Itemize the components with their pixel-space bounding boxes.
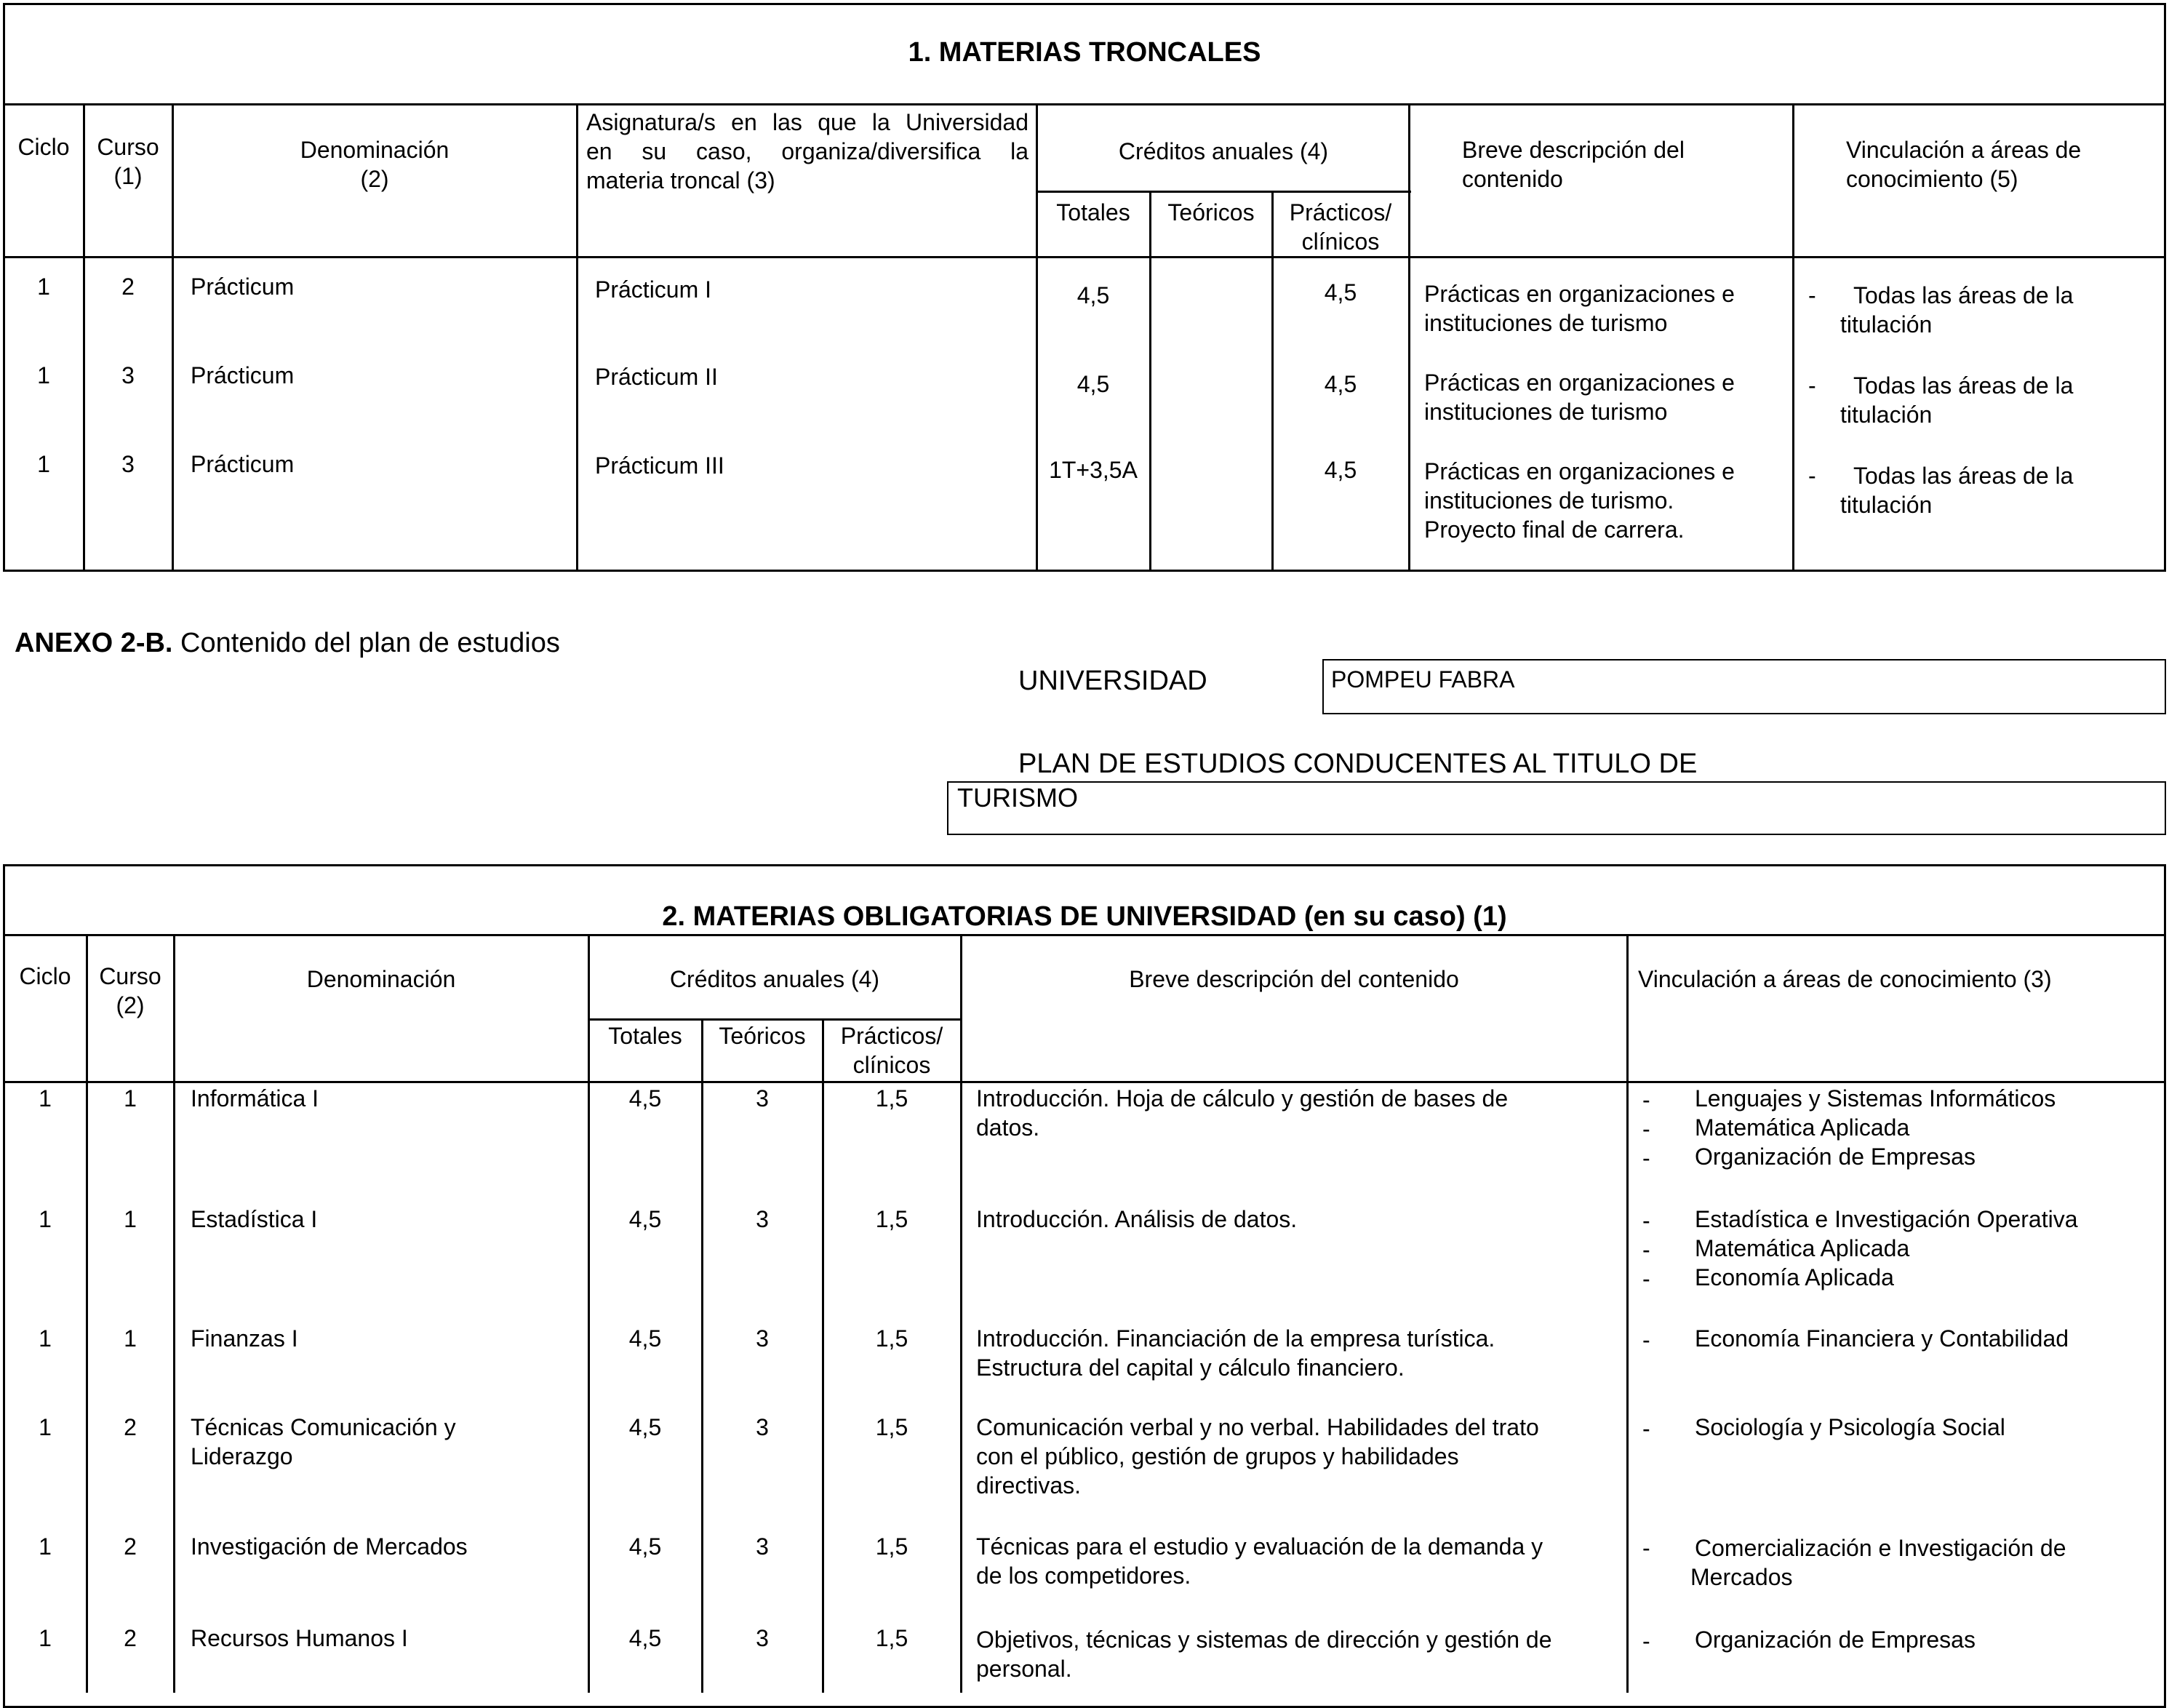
cell-ciclo: 1	[39, 1206, 52, 1232]
obligatorias-col-divider	[173, 934, 175, 1693]
header-ciclo: Ciclo	[17, 134, 70, 160]
cell-denominacion: Informática I	[191, 1085, 319, 1112]
cell-descripcion: Objetivos, técnicas y sistemas de dirección y gestión de	[976, 1627, 1552, 1653]
obligatorias-col-divider	[701, 1018, 703, 1693]
titulo-field	[947, 781, 2166, 835]
troncales-header-divider	[3, 256, 2166, 258]
header-descripcion: contenido	[1462, 166, 1563, 192]
cell-area: titulación	[1840, 402, 1933, 428]
cell-practicos: 1,5	[875, 1533, 908, 1560]
cell-area-dash: -	[1808, 463, 1816, 489]
cell-area-dash: -	[1642, 1266, 1650, 1292]
header-vinculacion: Vinculación a áreas de conocimiento (3)	[1638, 966, 2052, 992]
cell-descripcion: Estructura del capital y cálculo financiero.	[976, 1354, 1405, 1381]
titulo-value: TURISMO	[957, 783, 1078, 813]
cell-totales: 4,5	[628, 1325, 662, 1352]
troncales-title: 1. MATERIAS TRONCALES	[908, 37, 1261, 68]
header-curso-note: (1)	[113, 163, 143, 189]
cell-area-dash: -	[1642, 1628, 1650, 1654]
cell-descripcion: de los competidores.	[976, 1563, 1191, 1589]
cell-practicos: 1,5	[875, 1325, 908, 1352]
universidad-value: POMPEU FABRA	[1331, 666, 1515, 693]
cell-curso: 1	[124, 1325, 137, 1352]
cell-area: Economía Financiera y Contabilidad	[1695, 1325, 2069, 1352]
header-curso-note: (2)	[116, 992, 145, 1018]
cell-area: Lenguajes y Sistemas Informáticos	[1695, 1085, 2056, 1112]
cell-descripcion: Comunicación verbal y no verbal. Habilidades del trato	[976, 1414, 1539, 1440]
header-asignatura: materia troncal (3)	[586, 167, 775, 193]
cell-totales: 4,5	[1076, 282, 1110, 308]
header-teoricos: Teóricos	[719, 1023, 806, 1049]
anexo-label	[15, 627, 560, 659]
header-asignatura: Asignatura/s en las que la Universidad	[586, 109, 1028, 135]
cell-descripcion: con el público, gestión de grupos y habilidades	[976, 1443, 1459, 1469]
obligatorias-col-divider	[1626, 934, 1629, 1693]
cell-curso: 2	[124, 1533, 137, 1560]
cell-area-dash: -	[1642, 1535, 1650, 1561]
header-practicos: Prácticos/	[1289, 199, 1392, 226]
cell-practicos: 4,5	[1324, 371, 1357, 397]
cell-totales: 4,5	[628, 1414, 662, 1440]
cell-denominacion: Liderazgo	[191, 1443, 293, 1469]
cell-totales: 4,5	[628, 1533, 662, 1560]
cell-teoricos: 3	[756, 1625, 769, 1651]
cell-area: Organización de Empresas	[1695, 1627, 1976, 1653]
cell-practicos: 1,5	[875, 1625, 908, 1651]
header-curso: Curso	[97, 134, 159, 160]
header-totales: Totales	[1056, 199, 1130, 226]
anexo-label-bold: ANEXO 2-B.	[15, 628, 173, 658]
cell-totales: 1T+3,5A	[1049, 457, 1138, 483]
cell-area-dash: -	[1642, 1145, 1650, 1171]
header-curso: Curso	[99, 963, 161, 989]
cell-descripcion: Introducción. Hoja de cálculo y gestión de bases de	[976, 1085, 1509, 1112]
cell-curso: 1	[124, 1206, 137, 1232]
obligatorias-creditos-divider	[588, 1018, 962, 1021]
troncales-col-divider	[1036, 103, 1038, 572]
obligatorias-header-divider	[3, 1081, 2166, 1083]
header-denominacion-note: (2)	[360, 166, 389, 192]
cell-area: Matemática Aplicada	[1695, 1114, 1910, 1141]
cell-practicos: 4,5	[1324, 457, 1357, 483]
cell-descripcion: Técnicas para el estudio y evaluación de la demanda y	[976, 1533, 1543, 1560]
cell-area: Todas las áreas de la	[1853, 282, 2074, 308]
cell-curso: 2	[124, 1414, 137, 1440]
cell-descripcion: instituciones de turismo	[1424, 310, 1668, 336]
plan-label: PLAN DE ESTUDIOS CONDUCENTES AL TITULO DE	[1018, 749, 1698, 779]
cell-totales: 4,5	[1076, 371, 1110, 397]
header-practicos: clínicos	[852, 1052, 931, 1078]
cell-denominacion: Finanzas I	[191, 1325, 298, 1352]
cell-totales: 4,5	[628, 1085, 662, 1112]
troncales-col-divider	[1792, 103, 1794, 572]
cell-teoricos: 3	[756, 1085, 769, 1112]
cell-totales: 4,5	[628, 1206, 662, 1232]
cell-denominacion: Prácticum	[191, 362, 295, 388]
obligatorias-title-divider	[3, 934, 2166, 936]
header-denominacion: Denominación	[300, 137, 450, 163]
cell-area-dash: -	[1642, 1208, 1650, 1234]
cell-denominacion: Estadística I	[191, 1206, 318, 1232]
cell-area: Estadística e Investigación Operativa	[1695, 1206, 2078, 1232]
cell-area: Economía Aplicada	[1695, 1264, 1894, 1290]
cell-area-dash: -	[1642, 1416, 1650, 1442]
cell-area: Organización de Empresas	[1695, 1144, 1976, 1170]
anexo-label-rest: Contenido del plan de estudios	[172, 628, 560, 658]
cell-denominacion: Prácticum	[191, 274, 295, 300]
cell-curso: 3	[121, 451, 135, 477]
header-creditos: Créditos anuales (4)	[669, 966, 880, 992]
cell-descripcion: datos.	[976, 1114, 1040, 1141]
troncales-creditos-divider	[1036, 191, 1411, 193]
cell-descripcion: instituciones de turismo	[1424, 399, 1668, 425]
cell-descripcion: instituciones de turismo.	[1424, 487, 1674, 514]
header-asignatura: en su caso, organiza/diversifica la	[586, 138, 1028, 164]
cell-area: Sociología y Psicología Social	[1695, 1414, 2005, 1440]
cell-area: Comercialización e Investigación de	[1695, 1535, 2066, 1561]
cell-area-dash: -	[1642, 1116, 1650, 1142]
cell-area: titulación	[1840, 492, 1933, 518]
cell-descripcion: directivas.	[976, 1472, 1082, 1499]
obligatorias-col-divider	[822, 1018, 824, 1693]
header-totales: Totales	[608, 1023, 682, 1049]
cell-teoricos: 3	[756, 1414, 769, 1440]
cell-practicos: 1,5	[875, 1414, 908, 1440]
cell-practicos: 1,5	[875, 1085, 908, 1112]
cell-area: Todas las áreas de la	[1853, 463, 2074, 489]
cell-curso: 2	[121, 274, 135, 300]
cell-asignatura: Prácticum I	[595, 276, 712, 303]
cell-descripcion: Proyecto final de carrera.	[1424, 516, 1685, 543]
cell-descripcion: Prácticas en organizaciones e	[1424, 281, 1735, 307]
cell-totales: 4,5	[628, 1625, 662, 1651]
header-teoricos: Teóricos	[1167, 199, 1255, 226]
cell-ciclo: 1	[37, 451, 50, 477]
cell-ciclo: 1	[39, 1533, 52, 1560]
cell-teoricos: 3	[756, 1533, 769, 1560]
header-vinculacion: conocimiento (5)	[1846, 166, 2018, 192]
cell-area-dash: -	[1642, 1237, 1650, 1263]
cell-asignatura: Prácticum III	[595, 452, 724, 479]
cell-ciclo: 1	[39, 1325, 52, 1352]
header-descripcion: Breve descripción del	[1462, 137, 1685, 163]
header-vinculacion: Vinculación a áreas de	[1846, 137, 2082, 163]
obligatorias-col-divider	[960, 934, 962, 1693]
cell-ciclo: 1	[37, 362, 50, 388]
troncales-col-divider	[576, 103, 578, 572]
cell-area-dash: -	[1642, 1087, 1650, 1113]
header-descripcion: Breve descripción del contenido	[1129, 966, 1459, 992]
cell-denominacion: Técnicas Comunicación y	[191, 1414, 456, 1440]
cell-area: Todas las áreas de la	[1853, 372, 2074, 399]
cell-ciclo: 1	[39, 1625, 52, 1651]
cell-curso: 2	[124, 1625, 137, 1651]
troncales-col-divider	[1149, 191, 1151, 572]
cell-area-dash: -	[1808, 372, 1816, 399]
header-practicos: Prácticos/	[840, 1023, 943, 1049]
cell-teoricos: 3	[756, 1206, 769, 1232]
cell-asignatura: Prácticum II	[595, 364, 718, 390]
cell-area: Mercados	[1690, 1564, 1793, 1590]
cell-denominacion: Prácticum	[191, 451, 295, 477]
cell-curso: 1	[124, 1085, 137, 1112]
header-ciclo: Ciclo	[19, 963, 71, 989]
cell-area-dash: -	[1808, 282, 1816, 308]
cell-practicos: 4,5	[1324, 279, 1357, 306]
cell-teoricos: 3	[756, 1325, 769, 1352]
troncales-title-divider	[3, 103, 2166, 105]
header-denominacion: Denominación	[306, 966, 456, 992]
cell-descripcion: Prácticas en organizaciones e	[1424, 370, 1735, 396]
cell-area: Matemática Aplicada	[1695, 1235, 1910, 1261]
cell-denominacion: Investigación de Mercados	[191, 1533, 468, 1560]
cell-denominacion: Recursos Humanos I	[191, 1625, 408, 1651]
cell-practicos: 1,5	[875, 1206, 908, 1232]
cell-ciclo: 1	[39, 1085, 52, 1112]
troncales-col-divider	[1408, 103, 1410, 572]
header-practicos: clínicos	[1301, 228, 1380, 255]
header-creditos: Créditos anuales (4)	[1118, 138, 1329, 164]
cell-ciclo: 1	[39, 1414, 52, 1440]
cell-ciclo: 1	[37, 274, 50, 300]
cell-descripcion: Prácticas en organizaciones e	[1424, 458, 1735, 484]
universidad-label: UNIVERSIDAD	[1018, 666, 1207, 696]
cell-area: titulación	[1840, 311, 1933, 338]
cell-descripcion: Introducción. Financiación de la empresa turística.	[976, 1325, 1495, 1352]
cell-descripcion: personal.	[976, 1656, 1072, 1682]
obligatorias-title: 2. MATERIAS OBLIGATORIAS DE UNIVERSIDAD (en su caso) (1)	[662, 901, 1507, 932]
cell-area-dash: -	[1642, 1327, 1650, 1353]
cell-curso: 3	[121, 362, 135, 388]
cell-descripcion: Introducción. Análisis de datos.	[976, 1206, 1298, 1232]
obligatorias-col-divider	[86, 934, 88, 1693]
